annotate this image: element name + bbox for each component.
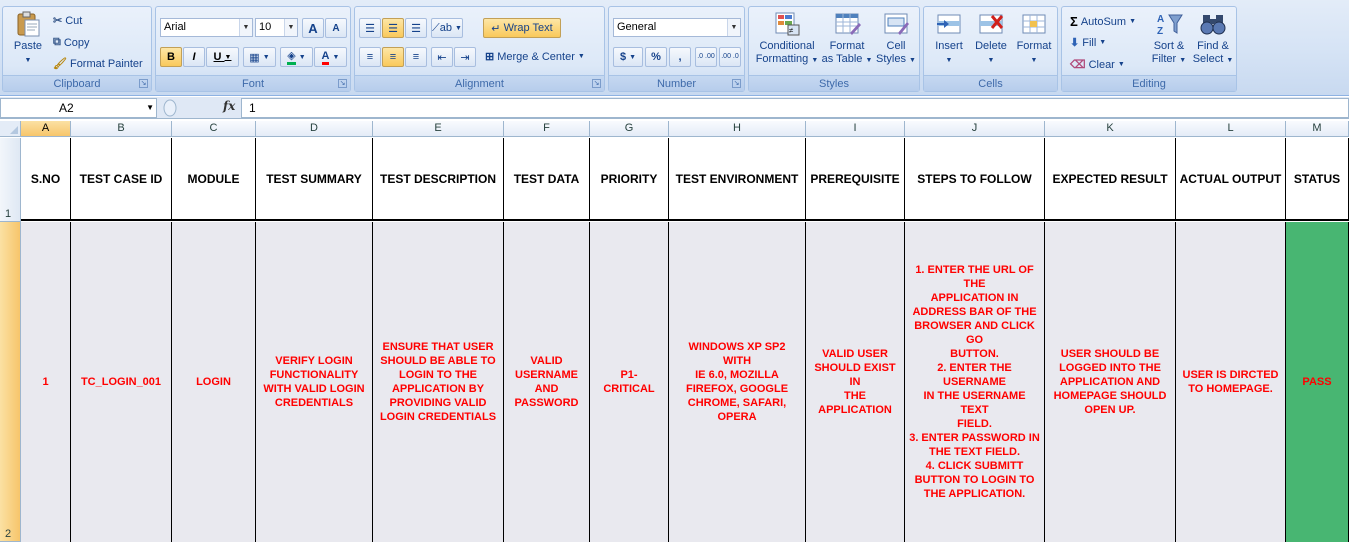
cell-text-line: ENSURE THAT USER (382, 341, 494, 353)
insert-cells-icon (935, 11, 963, 37)
cell-text (1302, 375, 1331, 389)
cell-text-line: 4. CLICK SUBMITT (925, 460, 1024, 472)
paste-button[interactable]: Paste ▼ (9, 11, 47, 67)
underline-button[interactable]: U ▼ (206, 47, 239, 67)
cell-text-line: LOGGED INTO THE (1059, 362, 1161, 374)
delete-button[interactable]: Delete ▼ (970, 11, 1012, 67)
header-cell-a[interactable]: S.NO (21, 138, 71, 221)
header-cell-m[interactable]: STATUS (1286, 138, 1349, 221)
worksheet-grid[interactable] (0, 121, 1349, 542)
data-cell-f2[interactable] (504, 222, 590, 542)
svg-text:≠: ≠ (789, 26, 794, 35)
column-header-f[interactable]: F (504, 121, 590, 137)
increase-decimal-button[interactable]: .0 .00 (695, 47, 717, 67)
cell-text-line: THE TEXT FIELD. (928, 446, 1021, 458)
cell-text (81, 375, 161, 389)
data-cell-i2[interactable] (806, 222, 905, 542)
editing-group (1061, 6, 1237, 92)
eraser-icon: ⌫ (1070, 59, 1086, 71)
cell-text-line: USER IS DIRCTED (1182, 369, 1279, 381)
cell-text (196, 375, 231, 389)
conditional-formatting-button[interactable]: ≠ Conditional Formatting ▼ (753, 11, 821, 67)
row-header-2[interactable]: 2 (0, 222, 21, 542)
format-as-table-button[interactable]: Format as Table ▼ (821, 11, 873, 67)
column-header-h[interactable]: H (669, 121, 806, 137)
header-cell-f[interactable]: TEST DATA (504, 138, 590, 221)
cell-text (263, 354, 364, 410)
align-bottom-icon: ☰ (411, 22, 421, 35)
cell-text-line: TC_LOGIN_001 (80, 376, 162, 388)
cells-label: Cells (924, 75, 1057, 91)
name-box[interactable]: A2 ▼ (0, 98, 157, 118)
borders-icon: ▦ (249, 51, 260, 64)
number-label: Number (609, 75, 744, 91)
data-cell-a2[interactable] (21, 222, 71, 542)
cell-text-line: LOGIN (196, 376, 231, 388)
conditional-formatting-icon (773, 11, 801, 37)
column-header-d[interactable]: D (256, 121, 373, 137)
cell-text-line: FUNCTIONALITY (269, 369, 359, 381)
data-cell-j2[interactable] (905, 222, 1045, 542)
fill-button[interactable]: ⬇ Fill ▼ (1070, 36, 1107, 49)
align-bottom-button[interactable] (405, 18, 427, 38)
cell-text-line: WITH VALID LOGIN (263, 383, 365, 395)
header-cell-d[interactable]: TEST SUMMARY (256, 138, 373, 221)
grow-font-button[interactable]: A (302, 18, 324, 38)
cell-text-line: OPERA (717, 411, 757, 423)
cell-text-line: CHROME, SAFARI, (687, 397, 787, 409)
align-top-button[interactable] (359, 18, 381, 38)
orientation-icon: ⟋ab (432, 21, 452, 34)
editing-label: Editing (1062, 75, 1236, 91)
cell-text-line: 1. ENTER THE URL OF THE (915, 264, 1034, 290)
fill-down-icon: ⬇ (1070, 37, 1080, 49)
font-launcher-icon[interactable]: ↘ (339, 80, 346, 87)
sort-filter-icon (1155, 11, 1183, 37)
data-cell-c2[interactable] (172, 222, 256, 542)
column-header-k[interactable]: K (1045, 121, 1176, 137)
cell-text-line: OPEN UP. (1084, 404, 1136, 416)
format-as-table-icon (833, 11, 861, 37)
cell-text-line: THE (844, 390, 866, 402)
number-format-combo[interactable]: General ▼ (613, 18, 741, 37)
select-all-button[interactable] (0, 121, 21, 137)
binoculars-icon (1199, 11, 1227, 37)
cell-text-line: APPLICATION IN (930, 292, 1019, 304)
column-header-b[interactable]: B (71, 121, 172, 137)
header-cell-e[interactable]: TEST DESCRIPTION (373, 138, 504, 221)
cell-text-line: USER SHOULD BE (1060, 348, 1160, 360)
styles-group (748, 6, 920, 92)
align-right-icon: ≡ (412, 51, 420, 63)
cell-text-line: BUTTON TO LOGIN TO (914, 474, 1035, 486)
increase-indent-button[interactable] (454, 47, 476, 67)
cell-text (810, 347, 900, 417)
ribbon (0, 0, 1349, 96)
cell-text-line: PASSWORD (514, 397, 579, 409)
paintbrush-icon: 🖌 (53, 58, 67, 70)
cell-text-line: PASS (1302, 376, 1332, 388)
sigma-icon: Σ (1070, 14, 1078, 29)
column-header-a[interactable]: A (21, 121, 71, 137)
alignment-group (354, 6, 605, 92)
cell-text-line: IE 6.0, MOZILLA (695, 369, 779, 381)
copy-button[interactable]: ⧉ Copy (53, 36, 90, 49)
align-left-button[interactable] (359, 47, 381, 67)
column-header-c[interactable]: C (172, 121, 256, 137)
column-header-i[interactable]: I (806, 121, 905, 137)
format-button[interactable]: Format ▼ (1012, 11, 1056, 67)
align-center-icon: ≡ (389, 51, 397, 63)
align-middle-icon: ☰ (388, 22, 398, 35)
column-header-j[interactable]: J (905, 121, 1045, 137)
cell-text-line: IN THE USERNAME TEXT (923, 390, 1026, 416)
header-cell-b[interactable]: TEST CASE ID (71, 138, 172, 221)
cells-group (923, 6, 1058, 92)
align-right-button[interactable] (405, 47, 427, 67)
cell-text-line: BUTTON. (950, 348, 999, 360)
clipboard-label: Clipboard (3, 75, 151, 91)
font-label: Font (156, 75, 350, 91)
svg-text:Z: Z (1157, 26, 1164, 37)
find-select-button[interactable]: Find & Select ▼ (1192, 11, 1234, 67)
cell-text-line: FIREFOX, GOOGLE (685, 383, 789, 395)
row-header-1[interactable]: 1 (0, 138, 21, 222)
cell-text (594, 368, 664, 396)
svg-text:A: A (1157, 14, 1165, 25)
paste-icon (14, 11, 42, 37)
header-cell-j[interactable]: STEPS TO FOLLOW (905, 138, 1045, 221)
copy-icon: ⧉ (53, 36, 61, 48)
cell-text-line: APPLICATION BY (391, 383, 485, 395)
cell-text-line: BROWSER AND CLICK GO (914, 320, 1035, 346)
font-color-button[interactable]: A ▼ (314, 47, 347, 67)
cell-text-line: SHOULD BE ABLE TO (380, 355, 496, 367)
cell-text-line: ADDRESS BAR OF THE (912, 306, 1037, 318)
delete-cells-icon (977, 11, 1005, 37)
cell-text-line: AND (534, 383, 559, 395)
column-header-e[interactable]: E (373, 121, 504, 137)
cell-text-line: APPLICATION AND (1059, 376, 1161, 388)
orientation-button[interactable]: ⟋ab ▼ (431, 18, 463, 38)
cell-styles-button[interactable]: Cell Styles ▼ (875, 11, 917, 67)
cell-text-line: VERIFY LOGIN (275, 355, 353, 367)
cell-text-line: WINDOWS XP SP2 WITH (688, 341, 786, 367)
data-cell-d2[interactable] (256, 222, 373, 542)
cell-text-line: SHOULD EXIST IN (814, 362, 896, 388)
clipboard-group (2, 6, 152, 92)
cell-text (909, 263, 1040, 501)
sort-filter-button[interactable]: A Z Sort & Filter ▼ (1148, 11, 1190, 67)
chevron-down-icon[interactable]: ▼ (284, 19, 297, 36)
number-launcher-icon[interactable]: ↘ (733, 80, 740, 87)
autosum-button[interactable]: Σ AutoSum ▼ (1070, 14, 1136, 29)
cell-text (1183, 368, 1279, 396)
borders-button[interactable]: ▦ ▼ (243, 47, 276, 67)
header-cell-l[interactable]: ACTUAL OUTPUT (1176, 138, 1286, 221)
align-left-icon: ≡ (366, 51, 374, 63)
alignment-label: Alignment (355, 75, 604, 91)
merge-icon: ⊞ (485, 51, 495, 63)
wrap-text-icon: ↵ (491, 22, 501, 35)
cell-text (515, 354, 579, 410)
align-center-button[interactable] (382, 47, 404, 67)
merge-center-button[interactable]: ⊞ Merge & Center ▼ (485, 50, 585, 63)
data-cell-l2[interactable] (1176, 222, 1286, 542)
styles-label: Styles (749, 75, 919, 91)
header-cell-k[interactable]: EXPECTED RESULT (1045, 138, 1176, 221)
cell-text-line: CREDENTIALS (274, 397, 354, 409)
cell-text-line: P1- CRITICAL (603, 369, 655, 395)
cell-text-line: VALID (530, 355, 563, 367)
cell-text-line: 1 (42, 376, 49, 388)
header-cell-i[interactable]: PREREQUISITE (806, 138, 905, 221)
paint-bucket-icon: ◈ (287, 50, 295, 65)
cell-text-line: THE APPLICATION. (923, 488, 1026, 500)
decrease-decimal-button[interactable]: .00 .0 (719, 47, 741, 67)
format-cells-icon (1020, 11, 1048, 37)
cell-text-line: HOMEPAGE SHOULD (1053, 390, 1167, 402)
shrink-font-button[interactable]: A (325, 18, 347, 38)
header-cell-g[interactable]: PRIORITY (590, 138, 669, 221)
clipboard-launcher-icon[interactable]: ↘ (140, 80, 147, 87)
decrease-indent-button[interactable] (431, 47, 453, 67)
insert-function-button[interactable]: fx (223, 99, 236, 113)
cell-text (380, 340, 496, 424)
data-cell-h2[interactable] (669, 222, 806, 542)
cell-text (1054, 347, 1167, 417)
increase-indent-icon: ⇥ (460, 51, 470, 64)
currency-button[interactable]: $ ▼ (613, 47, 643, 67)
cell-text-line: 2. ENTER THE USERNAME (937, 362, 1012, 388)
header-cell-c[interactable]: MODULE (172, 138, 256, 221)
percent-button[interactable]: % (645, 47, 667, 67)
column-header-g[interactable]: G (590, 121, 669, 137)
wrap-text-button[interactable]: ↵ Wrap Text (483, 18, 561, 38)
data-cell-e2[interactable] (373, 222, 504, 542)
font-size-combo[interactable]: 10 ▼ (255, 18, 298, 37)
data-cell-b2[interactable] (71, 222, 172, 542)
cell-text-line: FIELD. (957, 418, 992, 430)
insert-button[interactable]: Insert ▼ (928, 11, 970, 67)
format-painter-button[interactable]: 🖌 Format Painter (53, 57, 143, 70)
cell-text-line: USERNAME (515, 369, 578, 381)
formula-input[interactable]: 1 (241, 98, 1349, 118)
chevron-down-icon[interactable]: ▼ (727, 19, 740, 36)
chevron-down-icon[interactable]: ▼ (239, 19, 252, 36)
column-header-l[interactable]: L (1176, 121, 1286, 137)
italic-button[interactable]: I (183, 47, 205, 67)
header-cell-h[interactable]: TEST ENVIRONMENT (669, 138, 806, 221)
data-cell-g2[interactable] (590, 222, 669, 542)
clear-button[interactable]: ⌫ Clear ▼ (1070, 58, 1125, 71)
chevron-down-icon[interactable]: ▼ (146, 103, 154, 112)
cell-text-line: TO HOMEPAGE. (1188, 383, 1273, 395)
data-cell-m2[interactable] (1286, 222, 1349, 542)
font-name-combo[interactable]: Arial ▼ (160, 18, 253, 37)
fill-color-button[interactable]: ◈ ▼ (280, 47, 313, 67)
cell-text (673, 340, 801, 424)
cell-text-line: VALID USER (822, 348, 888, 360)
decrease-indent-icon: ⇤ (437, 51, 447, 64)
align-middle-button[interactable] (382, 18, 404, 38)
cell-text-line: LOGIN CREDENTIALS (379, 411, 497, 423)
cell-text-line: LOGIN TO THE (398, 369, 478, 381)
alignment-launcher-icon[interactable]: ↘ (593, 80, 600, 87)
number-group (608, 6, 745, 92)
cell-text-line: 3. ENTER PASSWORD IN (909, 432, 1040, 444)
cut-button[interactable]: ✂ Cut (53, 14, 83, 27)
bold-button[interactable]: B (160, 47, 182, 67)
cell-styles-icon (882, 11, 910, 37)
font-group (155, 6, 351, 92)
cell-text (42, 375, 48, 389)
column-header-m[interactable]: M (1286, 121, 1349, 137)
cell-text-line: APPLICATION (818, 404, 892, 416)
comma-button[interactable]: , (669, 47, 691, 67)
cell-text-line: PROVIDING VALID (389, 397, 487, 409)
data-cell-k2[interactable] (1045, 222, 1176, 542)
align-top-icon: ☰ (365, 22, 375, 35)
formula-bar (0, 97, 1349, 119)
scissors-icon: ✂ (53, 15, 63, 27)
